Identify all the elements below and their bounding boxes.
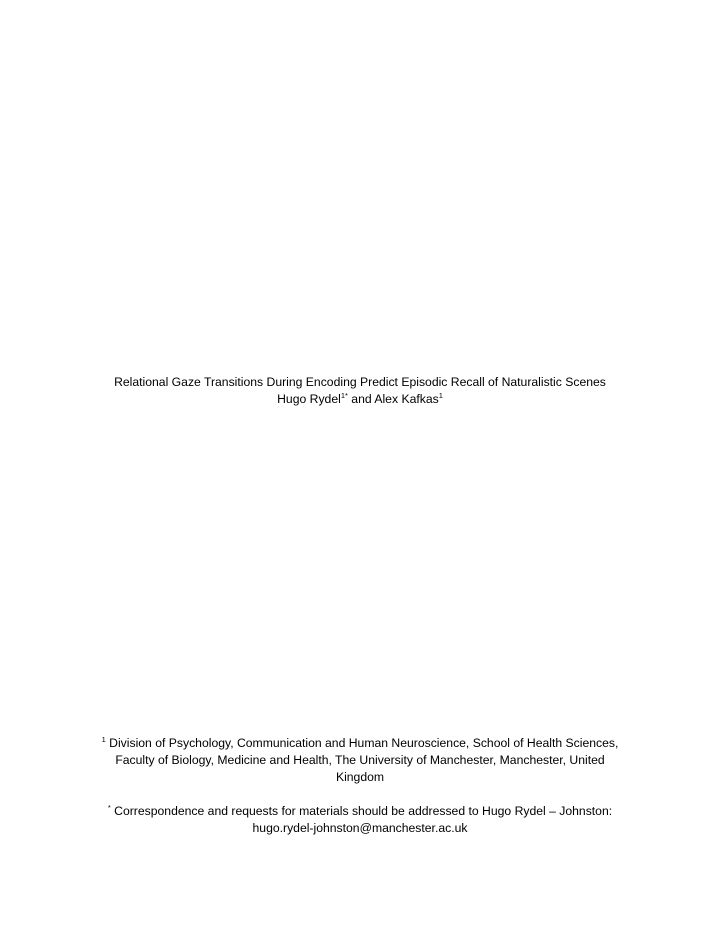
affiliation-line: Faculty of Biology, Medicine and Health, The University of Manchester, Manchester, United xyxy=(115,753,605,767)
affiliation-line xyxy=(60,735,660,752)
affiliation-text: Division of Psychology, Communication and Human Neuroscience, School of Health Sciences, xyxy=(109,736,619,750)
affiliation-line: Kingdom xyxy=(335,770,385,784)
author-affiliation-mark: 1 xyxy=(438,391,443,400)
author-line xyxy=(60,391,660,408)
correspondence-line xyxy=(60,803,660,820)
affiliation-marker: 1 xyxy=(101,735,106,744)
title-block xyxy=(60,374,660,408)
correspondence-email[interactable]: hugo.rydel-johnston@manchester.ac.uk xyxy=(252,821,468,835)
affiliation-block xyxy=(60,735,660,786)
correspondence-marker: * xyxy=(107,803,111,812)
author-affiliation-mark: 1* xyxy=(340,391,348,400)
correspondence-text: Correspondence and requests for materials should be addressed to Hugo Rydel – Johnston: xyxy=(114,804,613,818)
correspondence-block xyxy=(60,803,660,837)
paper-title: Relational Gaze Transitions During Encoding Predict Episodic Recall of Naturalistic Scenes xyxy=(114,375,606,389)
author-name: Hugo Rydel xyxy=(277,392,341,406)
author-connector: and xyxy=(347,392,375,406)
author-name: Alex Kafkas xyxy=(374,392,439,406)
